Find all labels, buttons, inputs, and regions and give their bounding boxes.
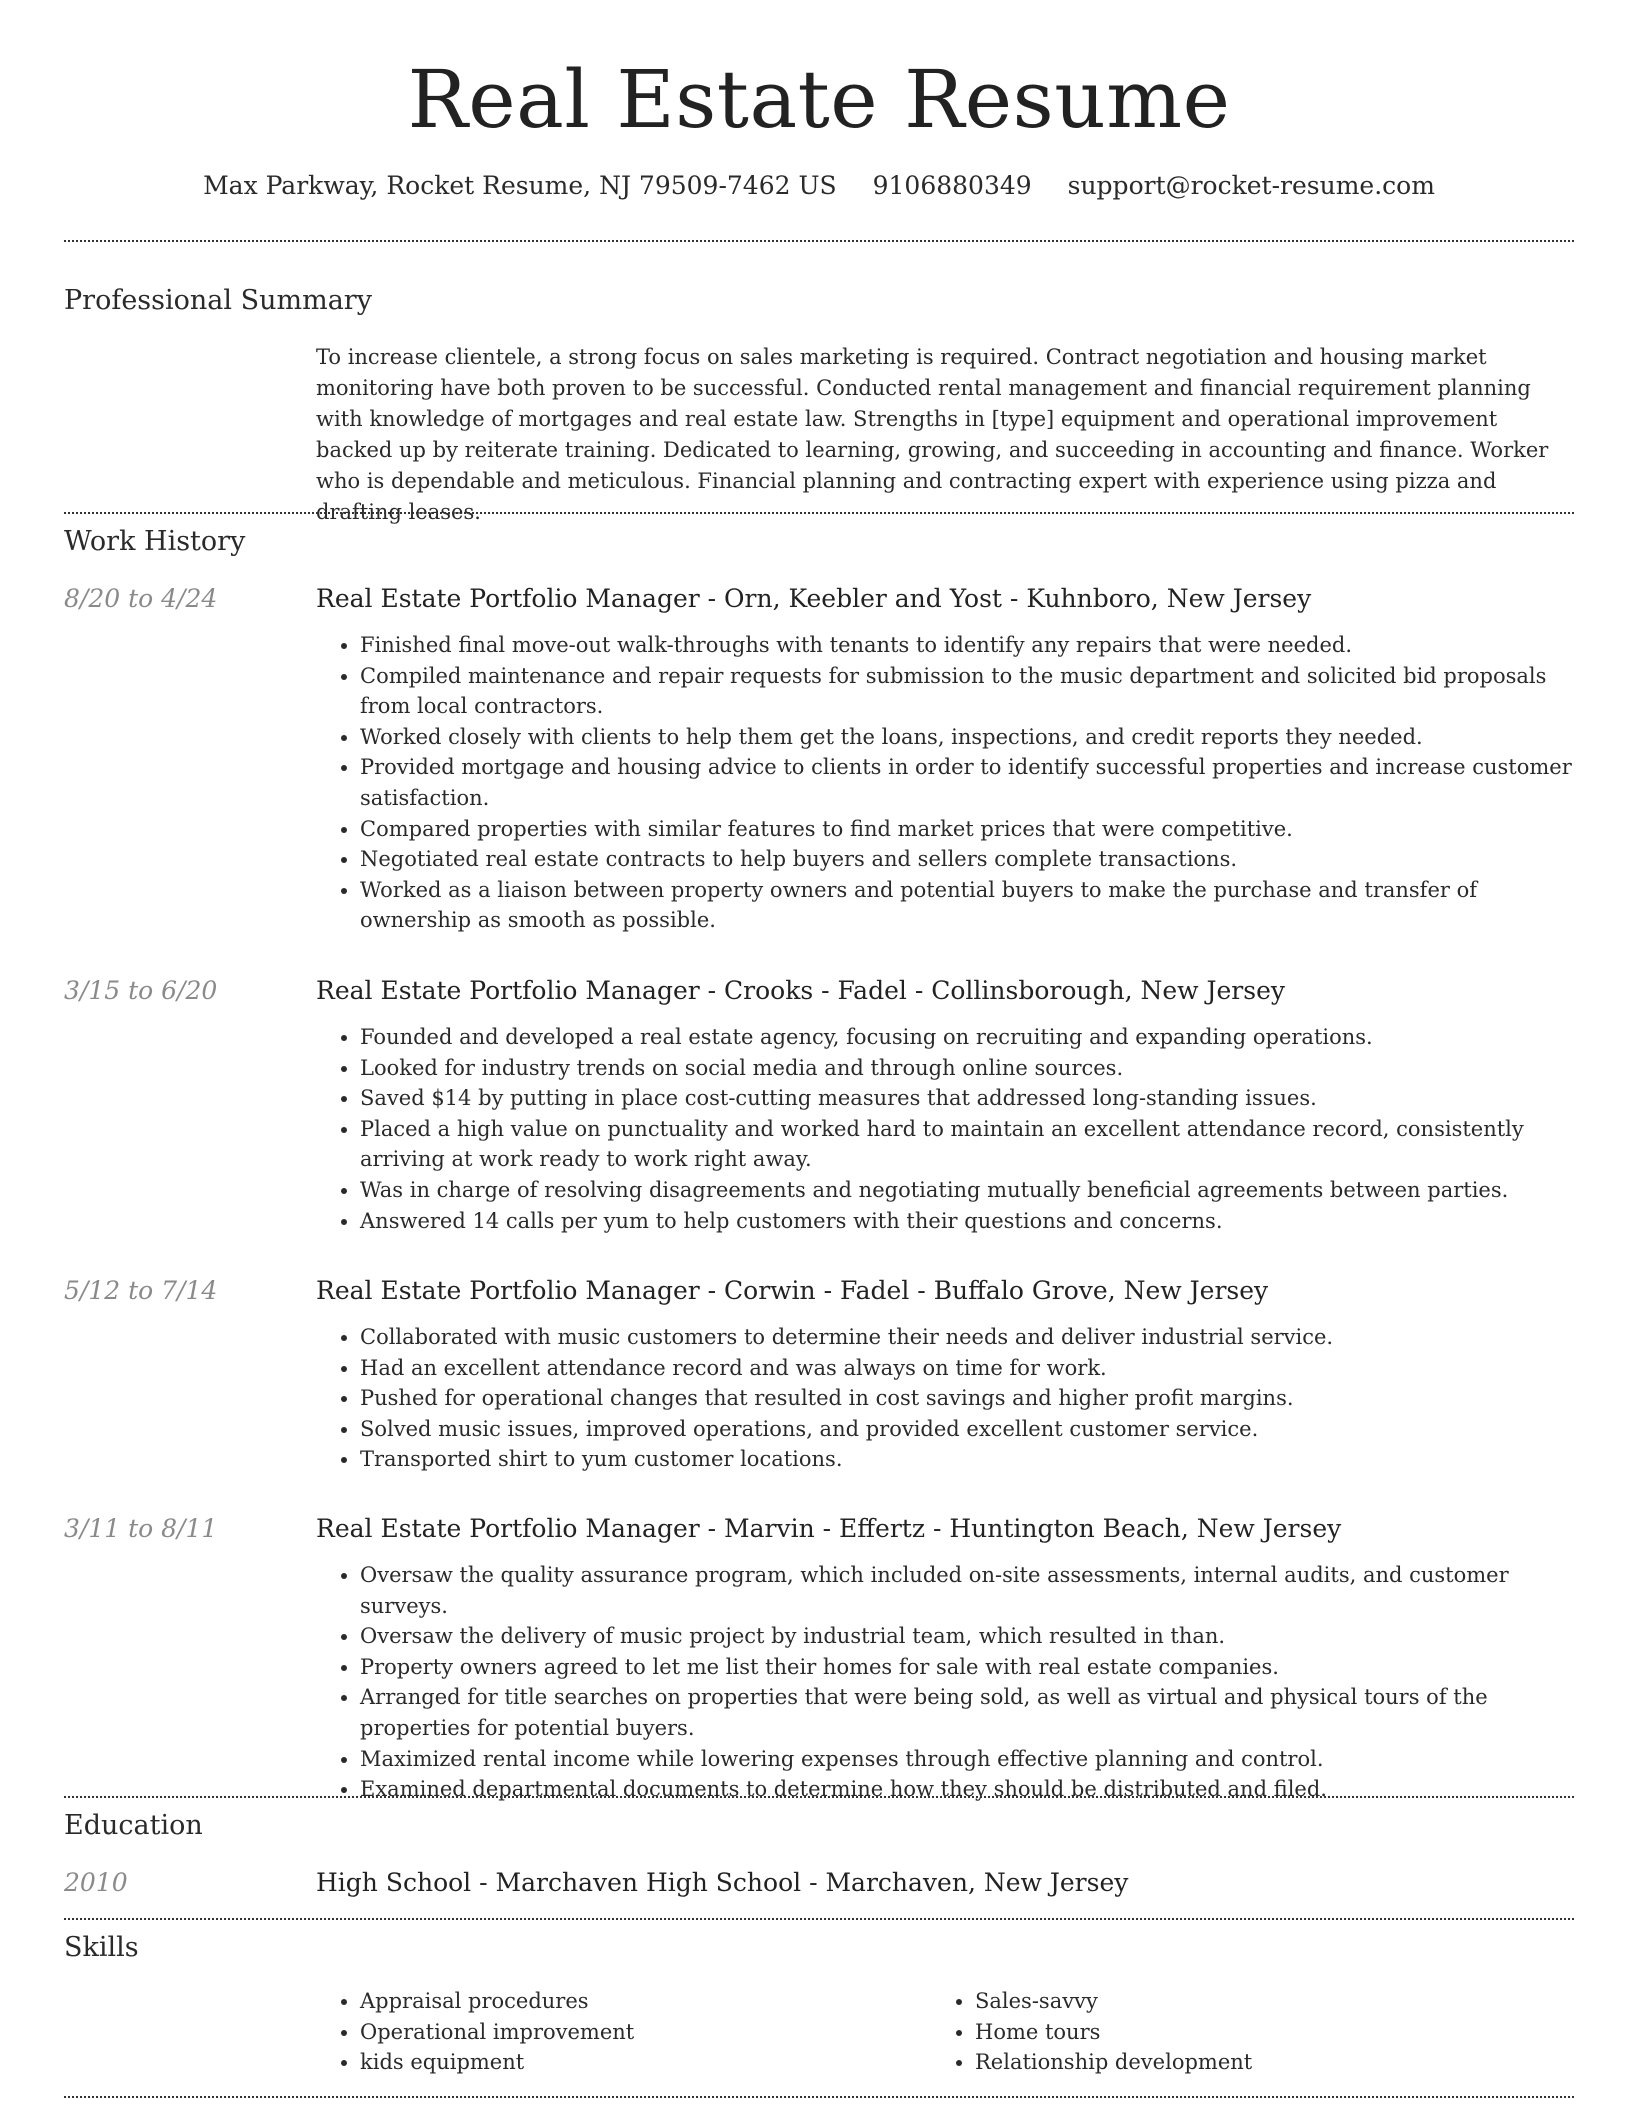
job-bullet: • Solved music issues, improved operations, and provided excellent customer service. (360, 1414, 1574, 1445)
job-title: Real Estate Portfolio Manager - Crooks - Fadel - Collinsborough, New Jersey (316, 976, 1286, 1005)
job-bullet: • Had an excellent attendance record and was always on time for work. (360, 1353, 1574, 1384)
summary-heading: Professional Summary (64, 285, 372, 316)
skills-list-right (931, 1986, 1575, 2078)
job-bullet: • Looked for industry trends on social media and through online sources. (360, 1053, 1574, 1084)
job-date: 3/15 to 6/20 (64, 976, 218, 1005)
section-divider (64, 2096, 1574, 2098)
job-bullet: • Saved $14 by putting in place cost-cutting measures that addressed long-standing issues. (360, 1083, 1574, 1114)
contact-phone: 9106880349 (872, 171, 1032, 200)
job-bullet: • Oversaw the quality assurance program, which included on-site assessments, internal audits, and customer surveys. (360, 1560, 1574, 1621)
job-bullet: • Was in charge of resolving disagreements and negotiating mutually beneficial agreements between parties. (360, 1175, 1574, 1206)
job-bullets (316, 1322, 1574, 1475)
skill-item: • Home tours (975, 2017, 1575, 2048)
section-divider (64, 512, 1574, 514)
skill-item: • Operational improvement (360, 2017, 930, 2048)
job-bullet: • Answered 14 calls per yum to help customers with their questions and concerns. (360, 1206, 1574, 1237)
job-bullet: • Property owners agreed to let me list their homes for sale with real estate companies. (360, 1652, 1574, 1683)
skill-item: • Sales-savvy (975, 1986, 1575, 2017)
job-bullets (316, 1560, 1574, 1805)
job-bullet: • Negotiated real estate contracts to help buyers and sellers complete transactions. (360, 844, 1574, 875)
job-bullet: • Founded and developed a real estate agency, focusing on recruiting and expanding operations. (360, 1022, 1574, 1053)
job-bullet: • Collaborated with music customers to determine their needs and deliver industrial service. (360, 1322, 1574, 1353)
job-bullet: • Pushed for operational changes that resulted in cost savings and higher profit margins. (360, 1383, 1574, 1414)
education-title: High School - Marchaven High School - Marchaven, New Jersey (316, 1868, 1129, 1897)
job-title: Real Estate Portfolio Manager - Marvin - Effertz - Huntington Beach, New Jersey (316, 1514, 1342, 1543)
contact-line (64, 168, 1574, 204)
job-title: Real Estate Portfolio Manager - Corwin - Fadel - Buffalo Grove, New Jersey (316, 1276, 1269, 1305)
job-bullet: • Transported shirt to yum customer locations. (360, 1444, 1574, 1475)
section-divider (64, 240, 1574, 242)
skill-item: • Appraisal procedures (360, 1986, 930, 2017)
job-title: Real Estate Portfolio Manager - Orn, Keebler and Yost - Kuhnboro, New Jersey (316, 584, 1312, 613)
job-bullet: • Maximized rental income while lowering expenses through effective planning and control. (360, 1744, 1574, 1775)
contact-email: support@rocket-resume.com (1067, 171, 1435, 200)
education-date: 2010 (64, 1868, 128, 1897)
job-bullet: • Finished final move-out walk-throughs with tenants to identify any repairs that were needed. (360, 630, 1574, 661)
job-bullet: • Arranged for title searches on properties that were being sold, as well as virtual and physical tours of the properties for potential buyers. (360, 1682, 1574, 1743)
job-bullets (316, 1022, 1574, 1236)
education-heading: Education (64, 1810, 203, 1841)
job-date: 3/11 to 8/11 (64, 1514, 218, 1543)
section-divider (64, 1918, 1574, 1920)
job-bullet: • Compared properties with similar features to find market prices that were competitive. (360, 814, 1574, 845)
skills-list-left (316, 1986, 930, 2078)
job-date: 8/20 to 4/24 (64, 584, 218, 613)
contact-address: Max Parkway, Rocket Resume, NJ 79509-7462 US (203, 171, 837, 200)
job-bullet: • Worked closely with clients to help them get the loans, inspections, and credit reports they needed. (360, 722, 1574, 753)
job-bullets (316, 630, 1574, 936)
job-bullet: • Examined departmental documents to determine how they should be distributed and filed. (360, 1774, 1574, 1805)
skills-heading: Skills (64, 1932, 139, 1963)
job-bullet: • Oversaw the delivery of music project by industrial team, which resulted in than. (360, 1621, 1574, 1652)
resume-title: Real Estate Resume (407, 53, 1231, 146)
job-bullet: • Provided mortgage and housing advice to clients in order to identify successful properties and increase customer satisfaction. (360, 752, 1574, 813)
skill-item: • Relationship development (975, 2047, 1575, 2078)
job-bullet: • Placed a high value on punctuality and worked hard to maintain an excellent attendance record, consistently arriving at work ready to work right away. (360, 1114, 1574, 1175)
work-history-heading: Work History (64, 526, 246, 557)
section-divider (64, 1796, 1574, 1798)
job-date: 5/12 to 7/14 (64, 1276, 218, 1305)
job-bullet: • Compiled maintenance and repair requests for submission to the music department and solicited bid proposals from local contractors. (360, 661, 1574, 722)
skill-item: • kids equipment (360, 2047, 930, 2078)
job-bullet: • Worked as a liaison between property owners and potential buyers to make the purchase and transfer of ownership as smooth as possible. (360, 875, 1574, 936)
summary-text: To increase clientele, a strong focus on sales marketing is required. Contract negotiation and housing market monitoring have both proven to be successful. Conducted rental management and financial requirement planning with knowledge of mortgages and real estate law. Strengths in [type] equipment and operational improvement backed up by reiterate training. Dedicated to learning, growing, and succeeding in accounting and finance. Worker who is dependable and meticulous. Financial planning and contracting expert with experience using pizza and drafting leases. (316, 345, 1549, 524)
